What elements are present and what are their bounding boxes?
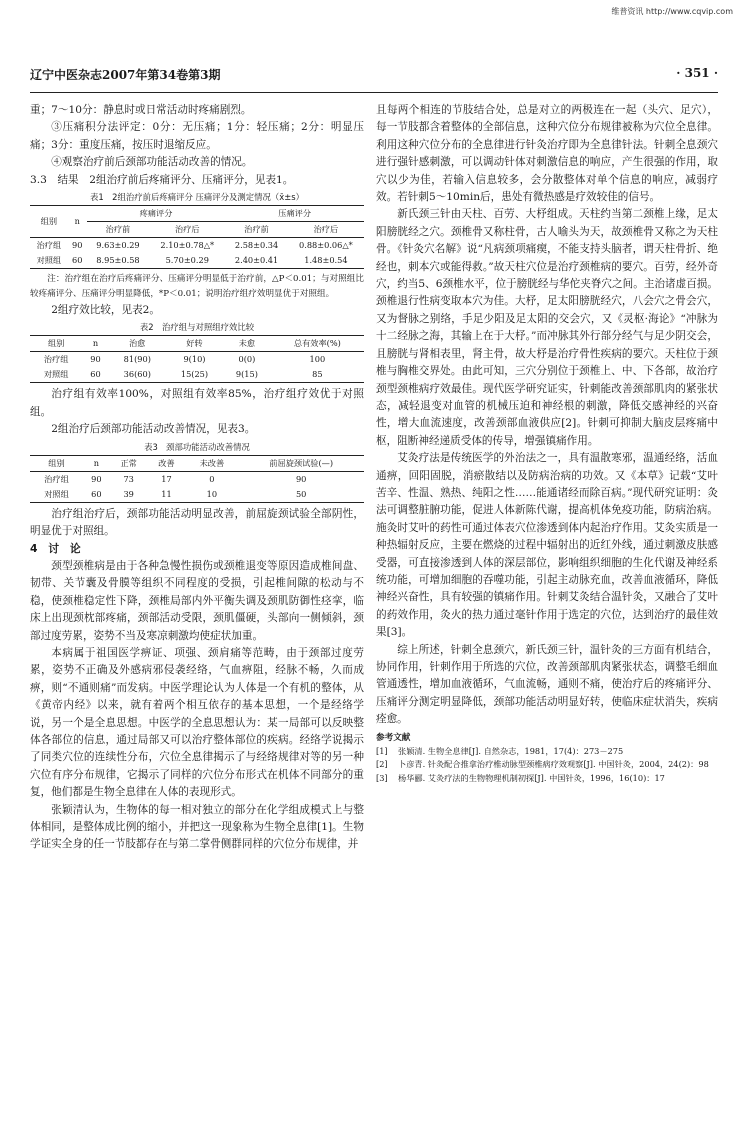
table2-header-cell: 未愈 bbox=[238, 338, 256, 349]
paragraph: 艾灸疗法是传统医学的外治法之一，具有温散寒邪，温通经络，活血通痹，回阳固脱，消瘀散结以及防病治病的功效。又《本草》记载“艾叶苦辛、性温、熟热、纯阳之性……能通诸经而除百病。”现代研究证明：灸法可调整脏腑功能，促进人体新陈代谢，提高机体免疫功能，防病治病。施灸时艾叶的药性可通过体表穴位渗透到体内起治疗作用。艾灸实质是一种热辐射反应，主要在燃烧的过程中辐射出的近红外线，通过刺激皮肤感受器，可直接渗透到人体的深层部位，影响组织细胞的生化代谢及神经系统功能，可增加细胞的吞噬功能，引起主动脉充血，改善血液循环，降低神经兴奋性，具有较强的镇痛作用。针刺艾灸结合温针灸，又融合了艾叶的药效作用，灸火的热力通过毫针作用于选定的穴位，达到治疗的最佳效果[3]。 bbox=[376, 452, 718, 639]
table2-caption: 表2 治疗组与对照组疗效比较 bbox=[139, 322, 255, 333]
table1-header-n: n bbox=[74, 216, 80, 227]
table1-caption: 表1 2组治疗前后疼痛评分 压痛评分及测定情况（x̄±s） bbox=[90, 192, 304, 203]
table-cell: 0 bbox=[209, 473, 215, 484]
table-cell: 治疗组 bbox=[44, 473, 69, 484]
table-cell: 9(10) bbox=[183, 354, 206, 365]
table1-header-tender: 压痛评分 bbox=[225, 206, 364, 222]
paragraph: 治疗组治疗后，颈部功能活动明显改善，前屈旋颈试验全部阴性，明显优于对照组。 bbox=[30, 507, 364, 538]
table-cell: 100 bbox=[309, 354, 326, 365]
table-cell: 0(0) bbox=[238, 354, 256, 365]
reference-item bbox=[376, 745, 718, 759]
reference-text: 杨华郦. 艾灸疗法的生物物理机制初探[J]. 中国针灸，1996，16(10)：17 bbox=[398, 772, 665, 783]
table-cell: 对照组 bbox=[43, 369, 69, 380]
table1-header-cell: 治疗前 bbox=[244, 224, 269, 235]
paragraph: 且每两个相连的节肢结合处，总是对立的两极连在一起（头穴、足穴），每一节肢都含着整体的全部信息，这种穴位分布规律被称为穴位全息律。利用这种穴位分布的全息律进行针灸治疗即为全息律针法。针刺全息颈穴进行强针感刺激，可以调动针体对刺激信息的响应，产生很强的作用，取穴以少为佳，若输入信息较多，会分散整体对单个信息的响应，减弱疗效。若针刺5～10min后，患处有微热感是疗效较佳的信号。 bbox=[376, 104, 718, 204]
table2-header-cell: 好转 bbox=[186, 338, 203, 349]
paragraph: 治疗组有效率100%，对照组有效率85%，治疗组疗效优于对照组。 bbox=[30, 388, 364, 418]
page-number: · 351 · bbox=[676, 66, 718, 80]
table-cell: 15(25) bbox=[180, 369, 209, 380]
table-cell: 2.10±0.78△* bbox=[160, 240, 215, 251]
table-cell: 治疗组 bbox=[43, 354, 69, 365]
table1-note: 注：治疗组在治疗后疼痛评分、压痛评分明显低于治疗前，△P＜0.01；与对照组比较疼痛评分、压痛评分明显降低，*P＜0.01；说明治疗组疗效明显优于对照组。 bbox=[30, 274, 364, 299]
table-cell: 9.63±0.29 bbox=[96, 240, 140, 251]
table-cell: 90 bbox=[91, 473, 102, 484]
references-title: 参考文献 bbox=[376, 732, 411, 743]
table2-header-cell: 组别 bbox=[47, 338, 65, 349]
table1-header-pain: 疼痛评分 bbox=[87, 206, 226, 222]
table-cell: 11 bbox=[161, 488, 172, 499]
reference-text: 卜彦青. 针灸配合推拿治疗椎动脉型颈椎病疗效观察[J]. 中国针灸，2004，24(2)：98 bbox=[398, 759, 709, 770]
table3-header-cell: 前屈旋颈试验(—) bbox=[269, 457, 334, 468]
reference-number: [1] bbox=[376, 745, 388, 756]
table1-header-cell: 治疗后 bbox=[313, 224, 339, 235]
table1-header-group: 组别 bbox=[40, 216, 58, 227]
table2 bbox=[30, 335, 364, 383]
table3 bbox=[30, 455, 364, 503]
reference-item bbox=[376, 758, 718, 772]
table-cell: 60 bbox=[90, 369, 101, 380]
table-cell: 90 bbox=[72, 240, 83, 251]
table2-header-cell: 治愈 bbox=[129, 338, 146, 349]
reference-number: [2] bbox=[376, 759, 388, 770]
paragraph: 本病属于祖国医学痹证、项强、颈肩痛等范畴，由于颈部过度劳累，姿势不正确及外感病邪侵袭经络，气血痹阻，经脉不畅，久而成痹，则“不通则痛”而发病。中医学理论认为人体是一个有机的整体，从《黄帝内经》以来，就有着两个相互依存的基本思想，一个是经络学说，另一个是全息思想。中医学的全息思想认为：某一局部可以反映整体各部位的信息，通过局部又可以治疗整体部位的疾病。经络学说揭示了同类穴位的连续性分布，穴位全息律揭示了与经络规律对等的另一种穴位有序分布规律，它揭示了同样的穴位分布形式在机体不同部分的重复，他们都是生物全息律在人体的表现形式。 bbox=[30, 646, 364, 799]
paragraph: 2组治疗后颈部功能活动改善情况，见表3。 bbox=[51, 423, 256, 436]
table-cell: 39 bbox=[123, 488, 134, 499]
table-cell: 对照组 bbox=[36, 255, 62, 266]
table2-header-cell: n bbox=[92, 338, 99, 349]
paragraph: ③压痛积分法评定：0分：无压痛；1分：轻压痛；2分：明显压痛；3分：重度压痛，按压时退缩反应。 bbox=[30, 121, 364, 151]
table-cell: 0.88±0.06△* bbox=[299, 240, 353, 251]
watermark: 维普资讯 http://www.cqvip.com bbox=[611, 7, 733, 16]
table-cell: 85 bbox=[312, 369, 323, 380]
table-row bbox=[30, 352, 364, 368]
table3-caption: 表3 颈部功能活动改善情况 bbox=[144, 441, 250, 452]
table-cell: 60 bbox=[72, 255, 83, 266]
table-cell: 对照组 bbox=[44, 488, 69, 499]
results-heading: 3.3 结果 2组治疗前后疼痛评分、压痛评分，见表1。 bbox=[30, 173, 294, 186]
reference-item bbox=[376, 772, 718, 786]
reference-number: [3] bbox=[376, 772, 388, 783]
paragraph: ④观察治疗前后颈部功能活动改善的情况。 bbox=[51, 156, 253, 169]
section-heading: 4 讨 论 bbox=[30, 542, 81, 556]
table-cell: 50 bbox=[295, 488, 307, 499]
table-cell: 17 bbox=[161, 473, 172, 484]
table-cell: 81(90) bbox=[123, 354, 151, 365]
table-row bbox=[30, 487, 364, 503]
table-cell: 1.48±0.54 bbox=[304, 255, 348, 266]
table-row bbox=[30, 471, 364, 487]
paragraph: 重；7～10分：静息时或日常活动时疼痛剧烈。 bbox=[30, 104, 252, 116]
table3-header-cell: 未改善 bbox=[199, 457, 225, 468]
left-column bbox=[30, 102, 364, 854]
table-cell: 5.70±0.29 bbox=[165, 255, 209, 266]
paragraph: 张颖清认为，生物体的每一相对独立的部分在化学组成模式上与整体相同，是整体成比例的缩小，并把这一现象称为生物全息律[1]。生物学证实全身的任一节肢都存在与第二掌骨侧群同样的穴位分布规律，并 bbox=[30, 803, 364, 851]
table-cell: 2.58±0.34 bbox=[234, 240, 279, 251]
right-column bbox=[376, 102, 718, 785]
table-cell: 90 bbox=[90, 354, 101, 365]
paragraph: 2组疗效比较，见表2。 bbox=[51, 304, 161, 317]
table-cell: 60 bbox=[91, 488, 102, 499]
table-cell: 8.95±0.58 bbox=[96, 255, 140, 266]
table-cell: 10 bbox=[206, 488, 218, 499]
table1 bbox=[30, 205, 364, 269]
paragraph: 综上所述，针刺全息颈穴，新氏颈三针，温针灸的三方面有机结合，协同作用，针刺作用于所选的穴位，改善颈部肌肉紧张状态，调整毛细血管通透性，增加血液循环，气血流畅，通则不痛，使治疗后的疼痛评分、压痛评分测定明显降低，颈部功能活动明显好转，使临床症状消失，疾病痊愈。 bbox=[376, 643, 718, 726]
table-row bbox=[30, 238, 364, 254]
table-cell: 90 bbox=[295, 473, 307, 484]
page-header bbox=[30, 66, 718, 84]
journal-title: 辽宁中医杂志2007年第34卷第3期 bbox=[30, 68, 221, 82]
table3-header-cell: n bbox=[93, 457, 100, 468]
table-cell: 36(60) bbox=[123, 369, 151, 380]
table-row bbox=[30, 367, 364, 383]
paragraph: 颈型颈椎病是由于各种急慢性损伤或颈椎退变等原因造成椎间盘、韧带、关节囊及骨膜等组织不同程度的受损，引起椎间隙的松动与不稳，使颈椎稳定性下降，颈椎局部内外平衡失调及颈肌防御性痉挛，临床上出现颈枕部疼痛，颈部活动受限，颈肌僵硬，头部向一侧倾斜，颈部过度劳累，姿势不当及寒凉刺激均使症状加重。 bbox=[30, 559, 364, 642]
table-cell: 9(15) bbox=[235, 369, 258, 380]
table-cell: 2.40±0.41 bbox=[234, 255, 279, 266]
table-cell: 73 bbox=[123, 473, 134, 484]
reference-text: 张颖清. 生物全息律[J]. 自然杂志，1981，17(4)：273－275 bbox=[398, 745, 624, 756]
table3-header-cell: 组别 bbox=[48, 457, 65, 468]
table3-header-cell: 改善 bbox=[158, 457, 175, 468]
header-rule bbox=[30, 92, 718, 93]
table3-header-cell: 正常 bbox=[120, 457, 137, 468]
table1-header-cell: 治疗后 bbox=[174, 224, 200, 235]
table-row bbox=[30, 253, 364, 269]
paragraph: 新氏颈三针由天柱、百劳、大杼组成。天柱约当第二颈椎上缘，足太阳膀胱经之穴。颈椎骨又称柱骨，古人喻头为天，故颈椎骨又称之为天柱骨。《针灸穴名解》说“凡病颈项痛瘈，不能支持头脑者，谓天柱骨折、绝经也，刺本穴或能得救。”故天柱穴位是治疗颈椎病的要穴。百劳，经外奇穴，约当5、6颈椎水平，位于膀胱经与华佗夹脊穴之间。主治诸虚百损。颈椎退行性病变取本穴为佳。大杼，足太阳膀胱经穴，八会穴之骨会穴，又为督脉之别络，手足少阳及足太阳的交会穴，又《灵枢·海论》“冲脉为十二经脉之海，其输上在于大杼。”而冲脉其外行部分经气与足少阴交会，且膀胱与肾相表里，肾主骨，故大杼是治疗骨性疾病的要穴。天柱位于颈椎与胸椎交界处。由此可知，三穴分别位于颈椎上、中、下各部，故治疗颈型颈椎病疗效最佳。现代医学研究证实，针刺能改善颈部肌肉的紧张状态，减轻退变对血管的机械压迫和神经根的刺激，降低交感神经的兴奋性，增大血流速度，改善颈部血液供应[2]。针刺可抑制大脑皮层疼痛中枢，阻断神经递质受体的传导，增强镇痛作用。 bbox=[376, 208, 718, 447]
table2-header-cell: 总有效率(%) bbox=[293, 338, 341, 349]
table1-header-cell: 治疗前 bbox=[105, 224, 131, 235]
table-cell: 治疗组 bbox=[36, 240, 62, 251]
